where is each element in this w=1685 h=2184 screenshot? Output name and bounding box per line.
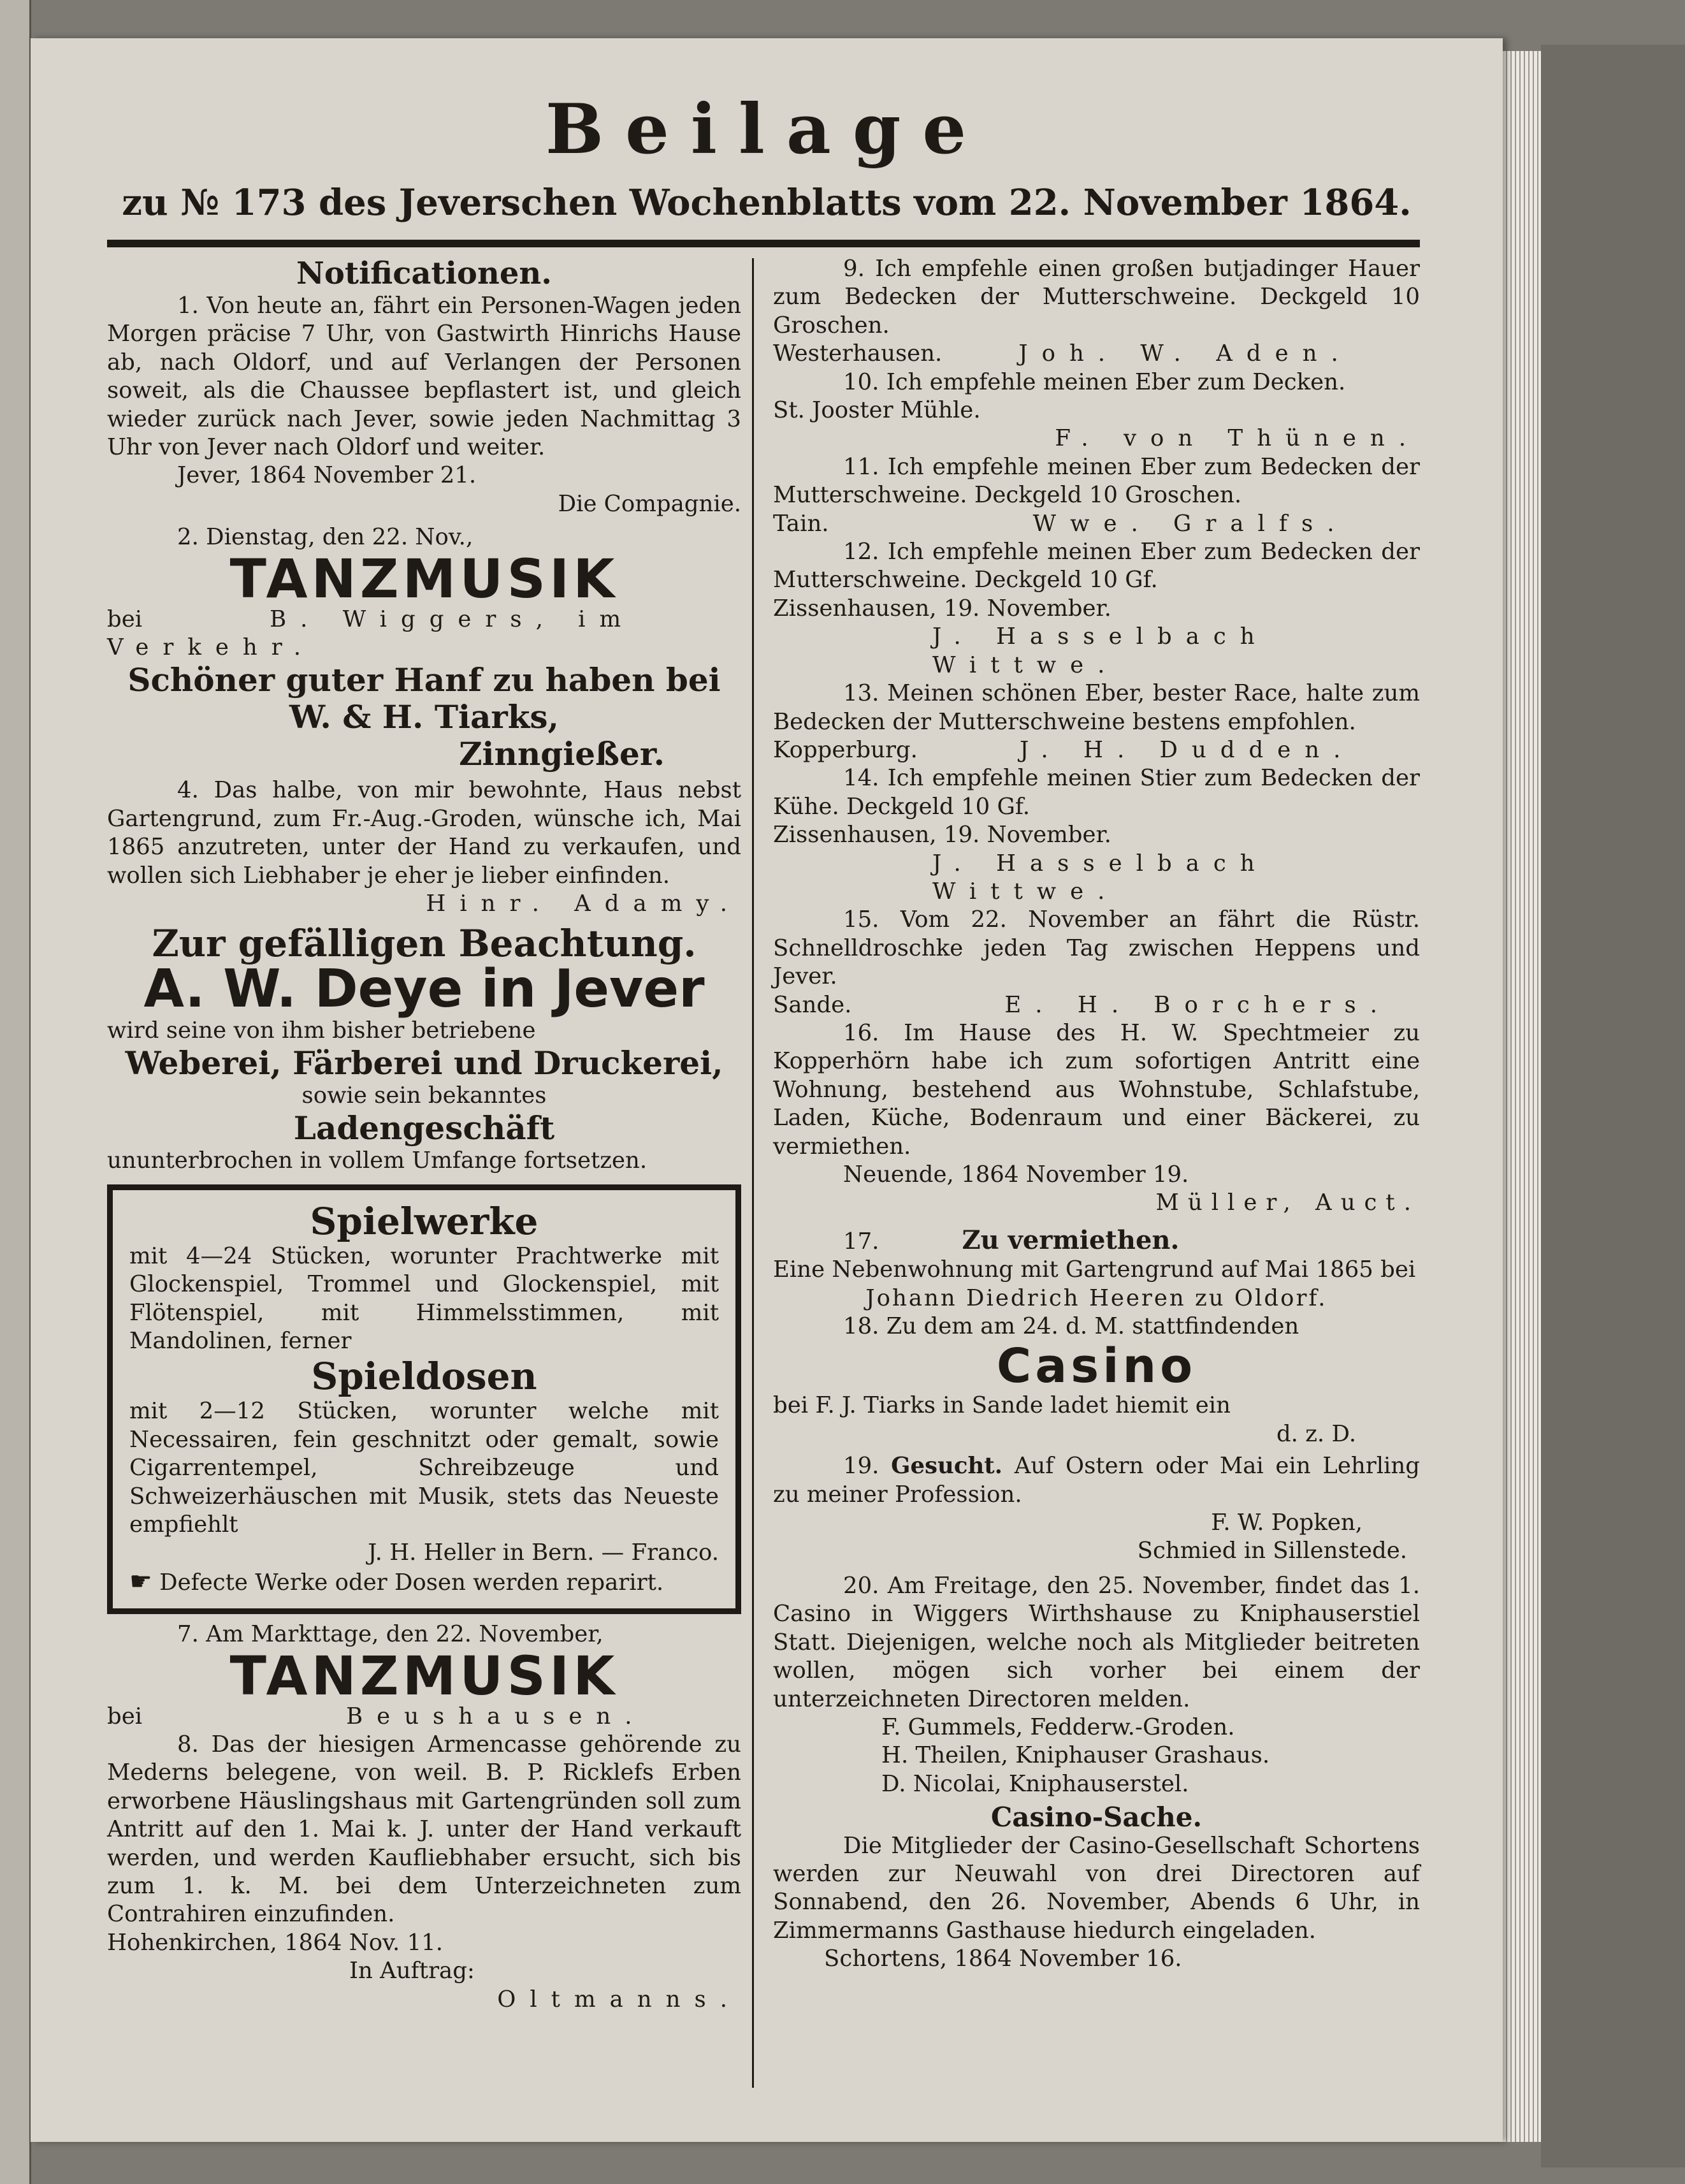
notice-14-place-date: Zissenhausen, 19. November. [773, 822, 1111, 848]
notice-13-text: 13. Meinen schönen Eber, bester Race, halte zum Bedecken der Mutterschweine bestens empfohlen. [773, 680, 1420, 735]
notice-5-line4: Ladengeschäft [293, 1109, 555, 1147]
notice-12-place-date: Zissenhausen, 19. November. [773, 595, 1111, 622]
notice-16-text: 16. Im Hause des H. W. Spechtmeier zu Kopperhörn habe ich zum sofortigen Antritt eine Wohnung, bestehend aus Wohnstube, Schlafstube, Laden, Küche, Bodenraum und einer Bäckerei, zu vermiethen. [773, 1019, 1420, 1160]
notice-8-signature: Oltmanns. [497, 1986, 741, 2013]
music-box-advert [107, 1184, 741, 1614]
notice-2-host-row [107, 606, 741, 662]
notice-5-line5: ununterbrochen in vollem Umfange fortsetzen. [107, 1147, 647, 1174]
notice-20-sig2: H. Theilen, Kniphauser Grashaus. [881, 1742, 1270, 1769]
notice-8-auftrag: In Auftrag: [349, 1958, 475, 1984]
notice-2-host: B. Wiggers, im Verkehr. [107, 606, 635, 661]
column-divider [752, 258, 754, 2088]
advert-note: Defecte Werke oder Dosen werden reparirt. [159, 1569, 664, 1596]
notice-5-line2: Weberei, Färberei und Druckerei, [125, 1044, 723, 1082]
notice-17-name: Johann Diedrich Heeren zu Oldorf. [865, 1285, 1327, 1311]
notice-19-bold: Gesucht. [891, 1453, 1003, 1480]
notice-18-signature: d. z. D. [1276, 1420, 1356, 1447]
advert-heading-spieldosen: Spieldosen [311, 1355, 537, 1399]
newspaper-page [31, 38, 1503, 2142]
notice-18-display: Casino [996, 1339, 1197, 1394]
notice-11-sig-row [773, 510, 1420, 538]
notice-1-place-date: Jever, 1864 November 21. [177, 462, 477, 489]
notice-10-signature: F. von Thünen. [1055, 425, 1420, 452]
notice-4-signature: Hinr. Adamy. [426, 891, 741, 917]
notice-15-signature: E. H. Borchers. [1004, 991, 1392, 1018]
notice-19-text: Auf Ostern oder Mai ein Lehrling zu meiner Profession. [773, 1453, 1420, 1508]
adjacent-page-strip [0, 0, 31, 2184]
notice-12-signature: J. Hasselbach Wittwe. [932, 623, 1269, 678]
notice-5-line3: sowie sein bekanntes [301, 1082, 547, 1109]
notice-15-sig-row [773, 991, 1420, 1019]
left-column [107, 255, 741, 2014]
notice-5-line1: wird seine von ihm bisher betriebene [107, 1017, 536, 1044]
notice-9-sig-row [773, 340, 1420, 368]
advert-text-2: mit 2—12 Stücken, worunter welche mit Necessairen, fein geschnitzt oder gemalt, sowie Cigarrentempel, Schreibzeuge und Schweizerhäuschen mit Musik, stets das Neueste empfiehlt [129, 1398, 719, 1538]
notice-20-sig1: F. Gummels, Fedderw.-Groden. [881, 1714, 1235, 1740]
notice-8-text: 8. Das der hiesigen Armencasse gehörende zu Mederns belegene, von weil. B. P. Ricklefs Erben erworbene Häuslingshaus mit Gartengründen soll zum Antritt auf den 1. Mai k. J. unter der Hand verkauft werden, und werden Kaufliebhaber ersucht, sich bis zum 1. k. M. bei dem Unterzeichneten zum Contrahiren einzufinden. [107, 1731, 741, 1928]
notice-11-signature: Wwe. Gralfs. [1032, 510, 1349, 537]
book-cover [1541, 45, 1685, 2167]
notice-16-signature: Müller, Auct. [1155, 1190, 1420, 1216]
notice-12-text: 12. Ich empfehle meinen Eber zum Bedecken der Mutterschweine. Deckgeld 10 Gf. [773, 539, 1420, 593]
notice-17-heading: Zu vermiethen. [962, 1225, 1180, 1255]
notice-9-text: 9. Ich empfehle einen großen butjadinger Hauer zum Bedecken der Mutterschweine. Deckgeld 10 Groschen. [773, 256, 1420, 339]
notice-13-place: Kopperburg. [773, 736, 918, 763]
notice-3-line3: Zinngießer. [459, 735, 665, 773]
notice-3-line1: Schöner guter Hanf zu haben bei [127, 661, 721, 699]
notice-20-sig3: D. Nicolai, Kniphauserstel. [881, 1770, 1189, 1797]
notice-11-place: Tain. [773, 510, 829, 537]
notice-9-signature: Joh. W. Aden. [1018, 340, 1352, 367]
notice-7-host-row [107, 1703, 741, 1731]
notice-20-text: 20. Am Freitage, den 25. November, findet das 1. Casino in Wiggers Wirthshause zu Kniphauserstiel Statt. Diejenigen, welche noch als Mitglieder beitreten wollen, mögen sich vorher bei einem der unterzeichneten Directoren melden. [773, 1572, 1420, 1712]
casino-sache-text: Die Mitglieder der Casino-Gesellschaft Schortens werden zur Neuwahl von drei Directoren auf Sonnabend, den 26. November, Abends 6 Uhr, in Zimmermanns Gasthause hiedurch eingeladen. [773, 1832, 1420, 1944]
section-title: Notificationen. [296, 256, 552, 291]
notice-15-text: 15. Vom 22. November an fährt die Rüstr. Schnelldroschke jeden Tag zwischen Heppens und Jever. [773, 906, 1420, 990]
notice-19-row [773, 1452, 1420, 1509]
notice-2-bei: bei [107, 606, 143, 632]
right-column [773, 255, 1420, 1974]
advert-note-row [129, 1568, 719, 1597]
notice-5-name: A. W. Deye in Jever [143, 958, 705, 1019]
advert-text-1: mit 4—24 Stücken, worunter Prachtwerke mit Glockenspiel, Trommel und Glockenspiel, mit Flötenspiel, mit Himmelsstimmen, mit Mandolinen, ferner [129, 1242, 719, 1354]
notice-17-heading-row [773, 1227, 1420, 1256]
notice-13-sig-row [773, 736, 1420, 764]
notice-14-signature: J. Hasselbach Wittwe. [932, 850, 1269, 905]
notice-11-text: 11. Ich empfehle meinen Eber zum Bedecken der Mutterschweine. Deckgeld 10 Groschen. [773, 453, 1420, 509]
notice-14-text: 14. Ich empfehle meinen Stier zum Bedecken der Kühe. Deckgeld 10 Gf. [773, 765, 1420, 820]
header-rule [107, 240, 1420, 247]
casino-sache-place-date: Schortens, 1864 November 16. [824, 1946, 1182, 1972]
notice-19-signature: F. W. Popken, [1211, 1510, 1363, 1536]
notice-7-host: Beushausen. [346, 1703, 646, 1729]
notice-2-line: 2. Dienstag, den 22. Nov., [177, 524, 474, 551]
notice-7-bei: bei [107, 1703, 143, 1729]
notice-16-place-date: Neuende, 1864 November 19. [843, 1161, 1189, 1188]
page-title: Beilage [545, 89, 988, 170]
notice-3-line2: W. & H. Tiarks, [289, 698, 559, 736]
notice-1-text: 1. Von heute an, fährt ein Personen-Wagen jeden Morgen präcise 7 Uhr, von Gastwirth Hinrichs Hause ab, nach Oldorf, und auf Verlangen der Personen soweit, als die Chaussee bepflastert ist, und gleich wieder zurück nach Jever, sowie jeden Nachmittag 3 Uhr von Jever nach Oldorf und weiter. [107, 293, 741, 461]
notice-9-place: Westerhausen. [773, 340, 943, 367]
notice-7-line: 7. Am Markttage, den 22. November, [177, 1621, 604, 1648]
page-stack-edge [1503, 51, 1541, 2142]
notice-2-display: TANZMUSIK [229, 547, 619, 610]
casino-sache-heading: Casino-Sache. [990, 1802, 1203, 1833]
notice-7-display: TANZMUSIK [229, 1644, 619, 1707]
page-subtitle: zu № 173 des Jeverschen Wochenblatts vom 22. November 1864. [122, 182, 1412, 224]
advert-signature: J. H. Heller in Bern. — Franco. [368, 1540, 719, 1566]
notice-13-signature: J. H. Dudden. [1019, 736, 1355, 763]
notice-18-text: bei F. J. Tiarks in Sande ladet hiemit ein [773, 1392, 1231, 1419]
advert-heading-spielwerke: Spielwerke [310, 1199, 539, 1243]
pointing-hand-icon: ☛ [129, 1566, 152, 1596]
notice-19-signature2: Schmied in Sillenstede. [1137, 1538, 1407, 1564]
notice-19-num: 19. [843, 1453, 879, 1480]
notice-17-num: 17. [843, 1228, 879, 1255]
notice-1-signature: Die Compagnie. [558, 490, 741, 517]
notice-15-place: Sande. [773, 991, 852, 1018]
notice-17-text: Eine Nebenwohnung mit Gartengrund auf Mai 1865 bei [773, 1256, 1416, 1283]
notice-5-heading: Zur gefälligen Beachtung. [152, 921, 697, 965]
notice-18-line: 18. Zu dem am 24. d. M. stattfindenden [843, 1313, 1299, 1340]
notice-8-place-date: Hohenkirchen, 1864 Nov. 11. [107, 1929, 444, 1956]
notice-10-text: 10. Ich empfehle meinen Eber zum Decken. [843, 368, 1346, 395]
notice-10-place: St. Jooster Mühle. [773, 397, 981, 424]
notice-4-text: 4. Das halbe, von mir bewohnte, Haus nebst Gartengrund, zum Fr.-Aug.-Groden, wünsche ich, Mai 1865 anzutreten, unter der Hand zu verkaufen, und wollen sich Liebhaber je eher je lieber einfinden. [107, 777, 741, 889]
